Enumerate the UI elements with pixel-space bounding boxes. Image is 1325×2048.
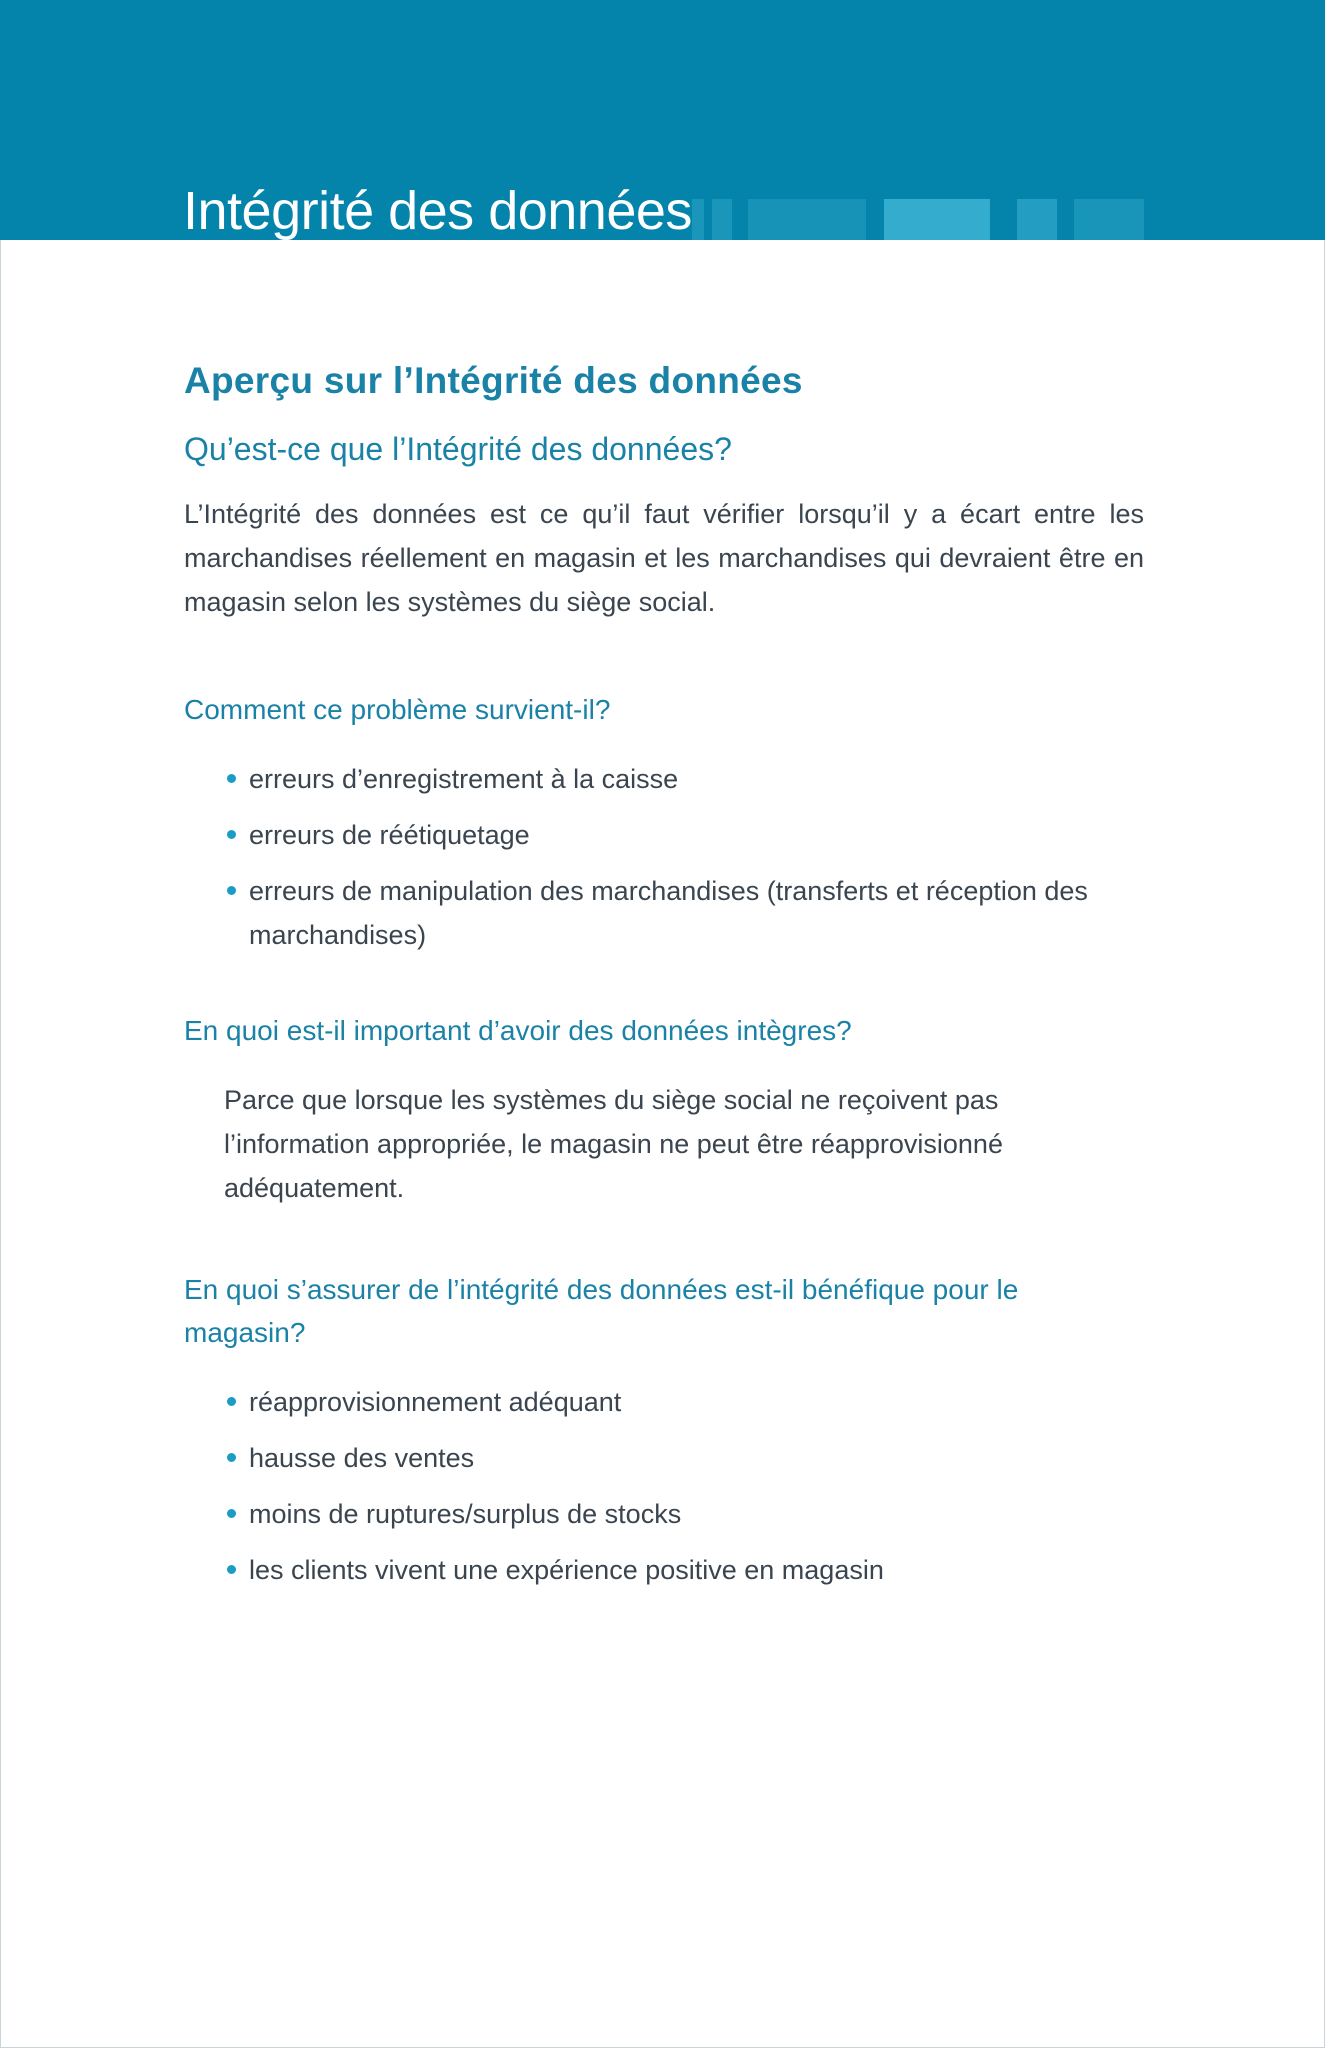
list-item: les clients vivent une expérience positive en magasin [227, 1548, 1144, 1592]
importance-paragraph: Parce que lorsque les systèmes du siège social ne reçoivent pas l’information appropriée, le magasin ne peut être réapprovisionné adéquatement. [224, 1085, 1003, 1203]
causes-list [184, 757, 1144, 957]
list-item: erreurs de réétiquetage [227, 813, 1144, 857]
header-decoration-block [712, 199, 732, 240]
overview-question: Qu’est-ce que l’Intégrité des données? [184, 431, 732, 467]
list-item: réapprovisionnement adéquant [227, 1380, 1144, 1424]
importance-heading: En quoi est-il important d’avoir des données intègres? [184, 1015, 852, 1046]
main-content [184, 350, 1144, 1592]
header-band [0, 0, 1325, 240]
header-decoration-block [692, 199, 704, 240]
list-item: erreurs d’enregistrement à la caisse [227, 757, 1144, 801]
overview-heading: Aperçu sur l’Intégrité des données [184, 360, 803, 401]
benefits-heading: En quoi s’assurer de l’intégrité des données est-il bénéfique pour le magasin? [184, 1274, 1019, 1348]
causes-heading: Comment ce problème survient-il? [184, 694, 611, 725]
header-decoration-block [1017, 199, 1057, 240]
list-item: erreurs de manipulation des marchandises (transferts et réception des marchandises) [227, 869, 1144, 957]
header-decoration-block [1074, 199, 1144, 240]
header-decoration-block [748, 199, 866, 240]
list-item: moins de ruptures/surplus de stocks [227, 1492, 1144, 1536]
definition-paragraph: L’Intégrité des données est ce qu’il faut vérifier lorsqu’il y a écart entre les marchandises réellement en magasin et les marchandises qui devraient être en magasin selon les systèmes du siège social. [184, 499, 1144, 617]
header-decoration-block [884, 199, 990, 240]
list-item: hausse des ventes [227, 1436, 1144, 1480]
page-title: Intégrité des données [183, 181, 692, 240]
benefits-list [184, 1380, 1144, 1592]
